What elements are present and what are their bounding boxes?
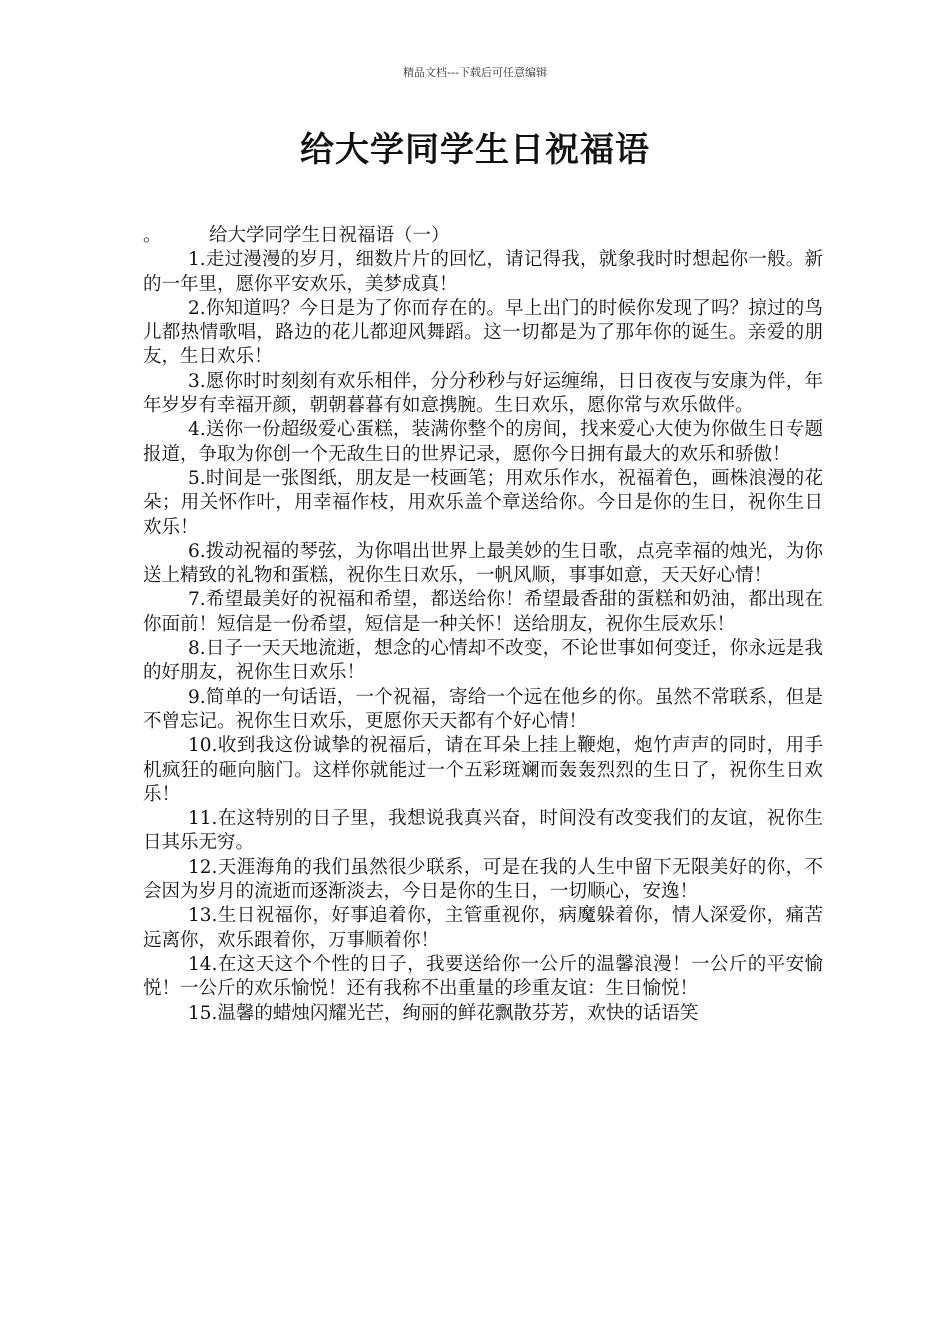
section-heading-text: 给大学同学生日祝福语（一） xyxy=(209,225,450,246)
wish-item: 15.温馨的蜡烛闪耀光芒，绚丽的鲜花飘散芬芳，欢快的话语笑 xyxy=(188,1002,699,1024)
document-title: 给大学同学生日祝福语 xyxy=(300,130,650,170)
wish-item: 5.时间是一张图纸，朋友是一枝画笔；用欢乐作水，祝福着色，画株浪漫的花朵；用关怀作叶，用幸福作枝，用欢乐盖个章送给你。今日是你的生日，祝你生日欢乐！ xyxy=(143,467,823,538)
wish-item: 14.在这天这个个性的日子，我要送给你一公斤的温馨浪漫！一公斤的平安愉悦！一公斤的欢乐愉悦！还有我称不出重量的珍重友谊：生日愉悦！ xyxy=(143,953,823,1000)
wish-item: 6.拨动祝福的琴弦，为你唱出世界上最美妙的生日歌，点亮幸福的烛光，为你送上精致的礼物和蛋糕，祝你生日欢乐，一帆风顺，事事如意，天天好心情！ xyxy=(143,540,823,587)
wish-item: 2.你知道吗？今日是为了你而存在的。早上出门的时候你发现了吗？掠过的鸟儿都热情歌唱，路边的花儿都迎风舞蹈。这一切都是为了那年你的诞生。亲爱的朋友，生日欢乐！ xyxy=(143,297,823,368)
wish-item: 3.愿你时时刻刻有欢乐相伴，分分秒秒与好运缠绵，日日夜夜与安康为伴，年年岁岁有幸福开颜，朝朝暮暮有如意携腕。生日欢乐，愿你常与欢乐做伴。 xyxy=(143,370,823,417)
wish-item: 1.走过漫漫的岁月，细数片片的回忆，请记得我，就象我时时想起你一般。新的一年里，愿你平安欢乐，美梦成真！ xyxy=(143,249,823,295)
wish-item: 8.日子一天天地流逝，想念的心情却不改变，不论世事如何变迁，你永远是我的好朋友，祝你生日欢乐！ xyxy=(143,638,823,684)
section-heading xyxy=(143,224,823,248)
header-note: 精品文档---下载后可任意编辑 xyxy=(403,66,547,79)
wish-item: 10.收到我这份诚挚的祝福后，请在耳朵上挂上鞭炮，炮竹声声的同时，用手机疯狂的砸向脑门。这样你就能过一个五彩斑斓而轰轰烈烈的生日了，祝你生日欢乐！ xyxy=(143,735,823,805)
wish-item: 13.生日祝福你，好事追着你，主管重视你，病魔躲着你，情人深爱你，痛苦远离你，欢乐跟着你，万事顺着你！ xyxy=(143,905,823,951)
wish-item: 4.送你一份超级爱心蛋糕，装满你整个的房间，找来爱心大使为你做生日专题报道，争取为你创一个无敌生日的世界记录，愿你今日拥有最大的欢乐和骄傲！ xyxy=(143,419,823,465)
wish-item: 7.希望最美好的祝福和希望，都送给你！希望最香甜的蛋糕和奶油，都出现在你面前！短信是一份希望，短信是一种关怀！送给朋友，祝你生辰欢乐！ xyxy=(143,589,823,635)
wish-item: 12.天涯海角的我们虽然很少联系，可是在我的人生中留下无限美好的你，不会因为岁月的流逝而逐渐淡去，今日是你的生日，一切顺心，安逸！ xyxy=(143,856,823,903)
document-body xyxy=(143,224,823,1026)
section-marker: 。 xyxy=(143,225,162,246)
wish-item: 11.在这特别的日子里，我想说我真兴奋，时间没有改变我们的友谊，祝你生日其乐无穷。 xyxy=(143,808,823,854)
wish-item: 9.简单的一句话语，一个祝福，寄给一个远在他乡的你。虽然不常联系，但是不曾忘记。祝你生日欢乐，更愿你天天都有个好心情！ xyxy=(143,686,823,732)
